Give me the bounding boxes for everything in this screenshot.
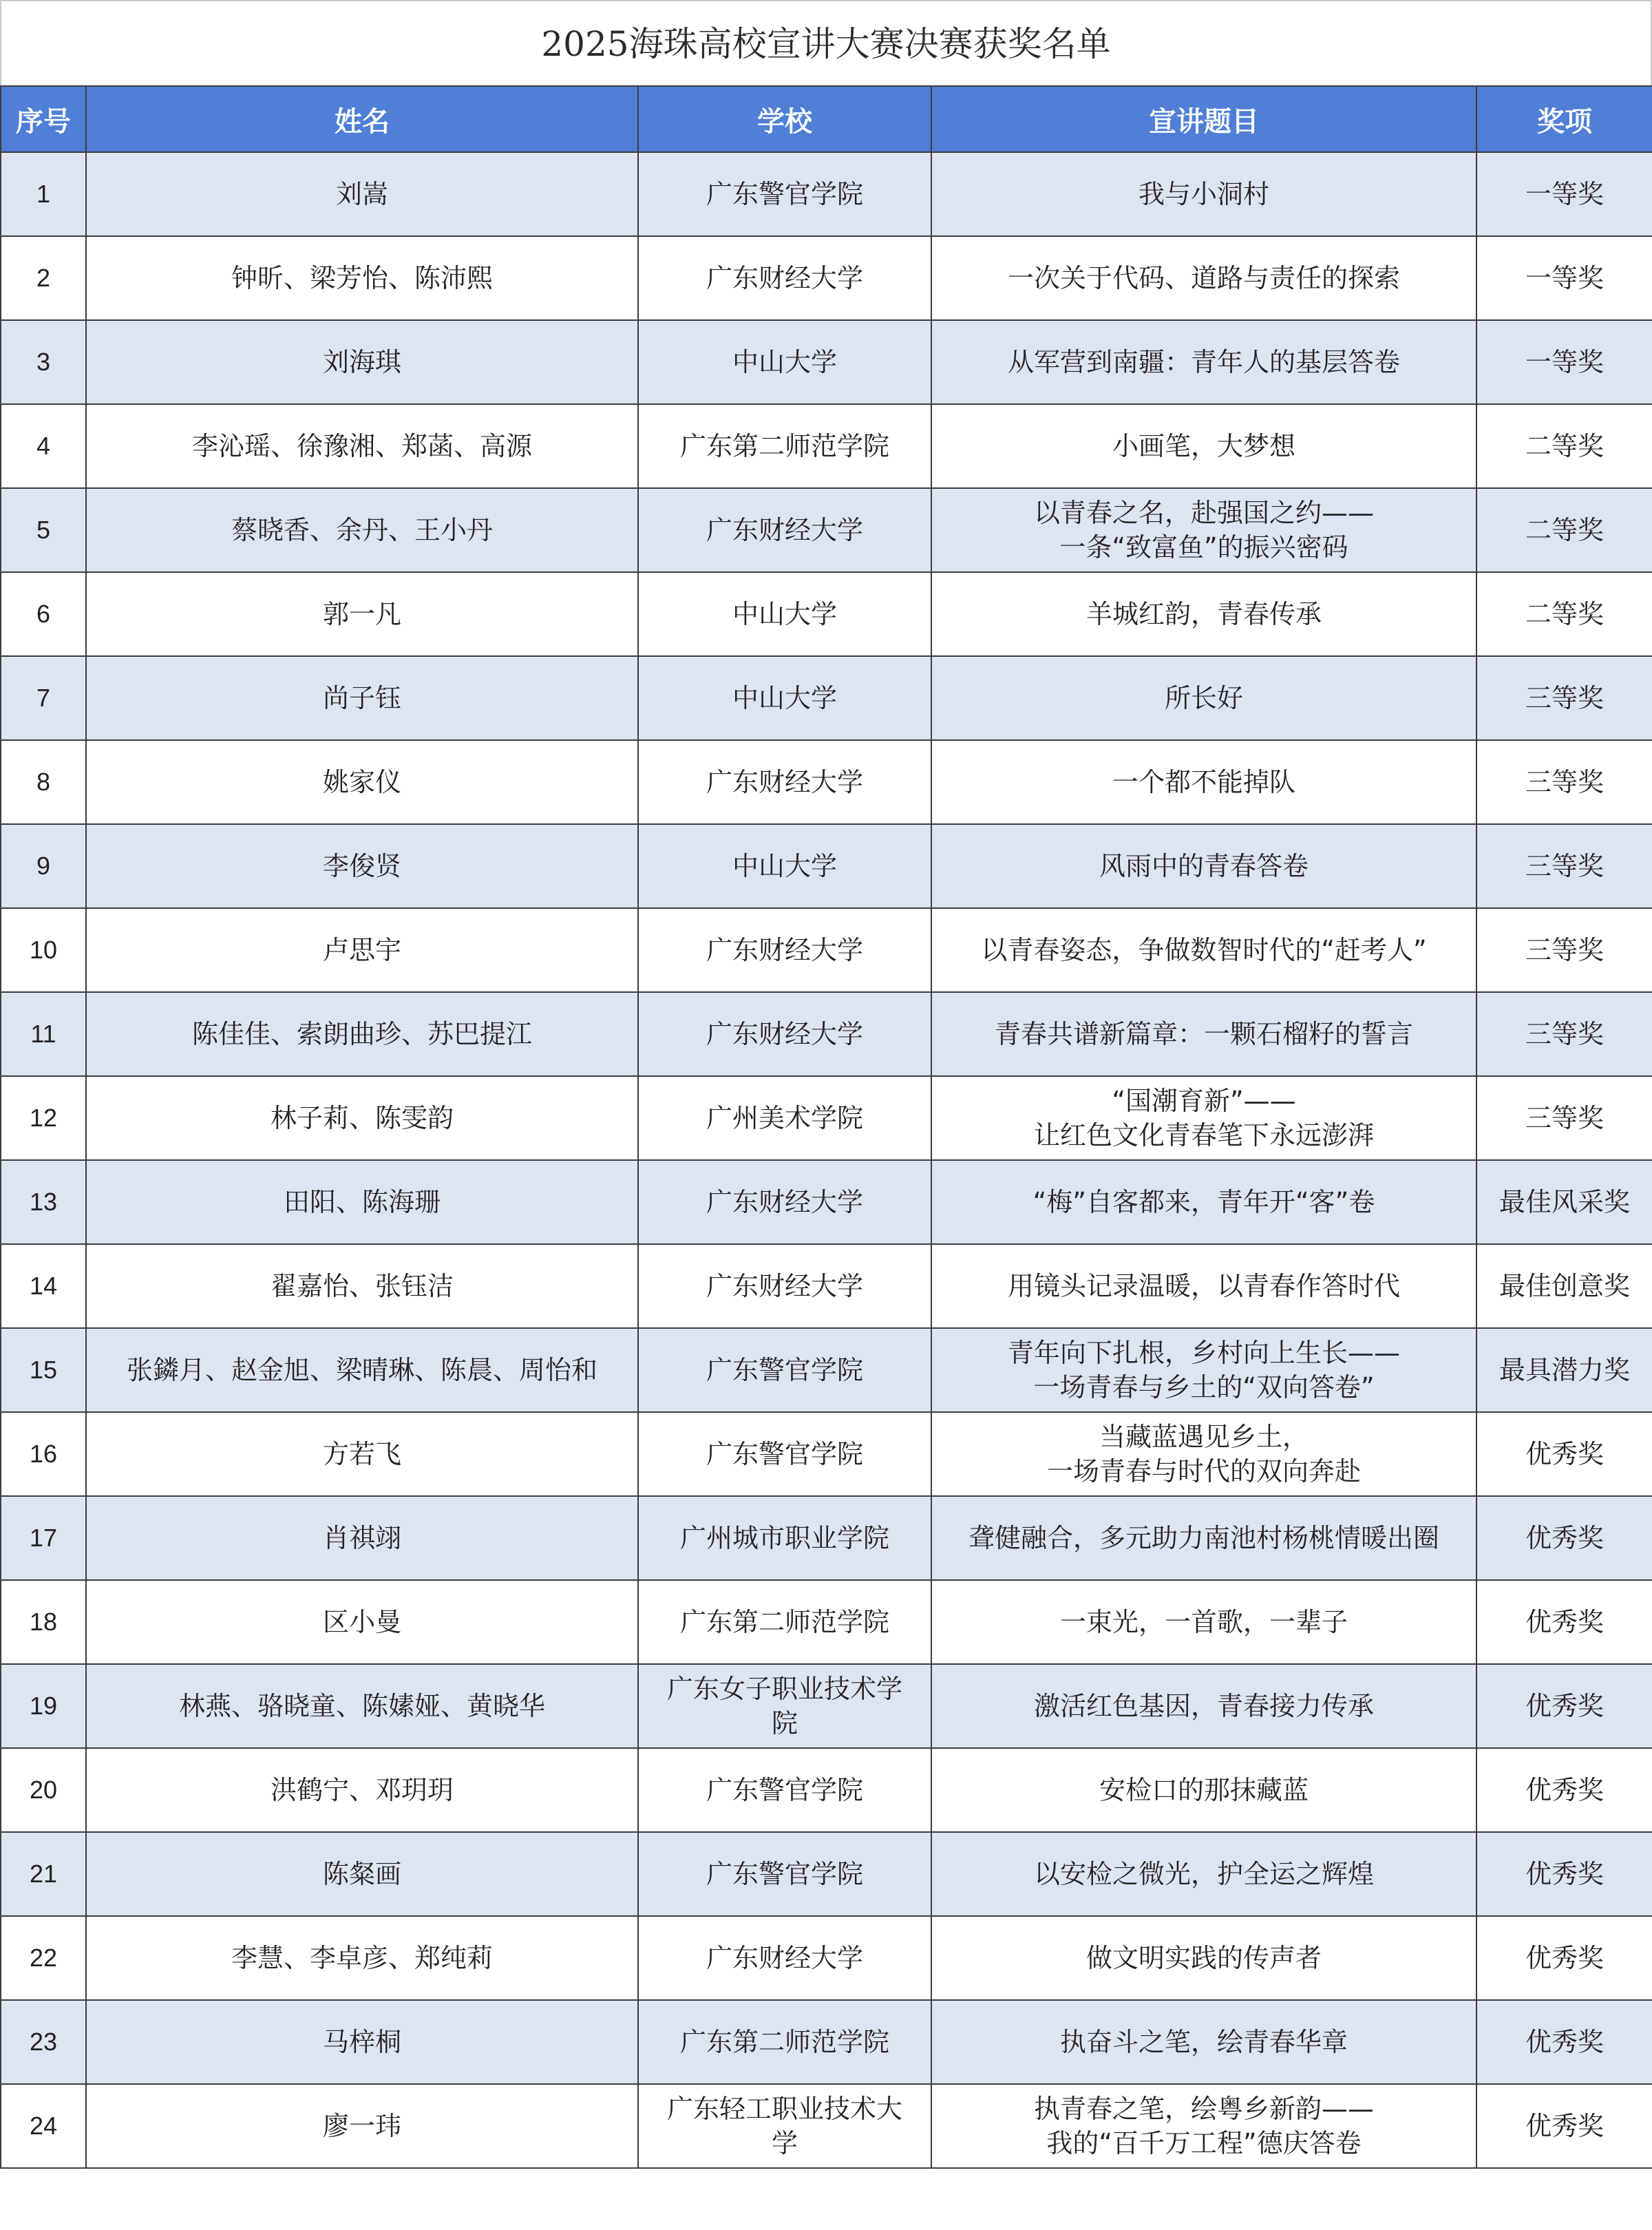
school-cell	[638, 1664, 931, 1748]
name-cell: 廖一玮	[86, 2084, 638, 2168]
table-row	[1, 1664, 1652, 1748]
name-cell: 方若飞	[86, 1412, 638, 1496]
school-cell-line: 广州美术学院	[706, 1103, 863, 1133]
award-cell: 一等奖	[1476, 236, 1652, 320]
seq-cell: 1	[1, 152, 86, 236]
column-header-name: 姓名	[86, 86, 638, 152]
topic-cell-line: 聋健融合，多元助力南池村杨桃情暖出圈	[968, 1523, 1439, 1553]
topic-cell-line: 当藏蓝遇见乡土，	[1099, 1422, 1309, 1452]
school-cell-line: 广东财经大学	[706, 1943, 863, 1973]
seq-cell: 23	[1, 2000, 86, 2084]
topic-cell-line: 羊城红韵，青春传承	[1086, 599, 1322, 629]
school-cell	[638, 1832, 931, 1916]
topic-cell-line: 一个都不能掉队	[1112, 767, 1295, 797]
topic-cell	[931, 2000, 1476, 2084]
table-row	[1, 824, 1652, 908]
school-cell-line: 广东女子职业技术学	[666, 1674, 902, 1704]
seq-cell: 8	[1, 740, 86, 824]
topic-cell	[931, 1076, 1476, 1160]
seq-cell: 20	[1, 1748, 86, 1832]
name-cell: 蔡晓香、余丹、王小丹	[86, 488, 638, 572]
topic-cell-line: 以青春之名，赴强国之约——	[1033, 498, 1374, 528]
school-cell-line: 中山大学	[732, 683, 837, 713]
table-row	[1, 1244, 1652, 1328]
school-cell	[638, 1412, 931, 1496]
award-cell: 一等奖	[1476, 320, 1652, 404]
name-cell: 肖祺翊	[86, 1496, 638, 1580]
school-cell	[638, 2000, 931, 2084]
name-cell: 刘海琪	[86, 320, 638, 404]
topic-cell-line: 我的“百千万工程”德庆答卷	[1046, 2128, 1362, 2158]
award-cell: 三等奖	[1476, 740, 1652, 824]
school-cell-line: 中山大学	[732, 347, 837, 377]
seq-cell: 11	[1, 992, 86, 1076]
topic-cell	[931, 908, 1476, 992]
seq-cell: 3	[1, 320, 86, 404]
name-cell: 翟嘉怡、张钰洁	[86, 1244, 638, 1328]
table-row	[1, 1832, 1652, 1916]
topic-cell	[931, 236, 1476, 320]
seq-cell: 17	[1, 1496, 86, 1580]
award-cell: 优秀奖	[1476, 1412, 1652, 1496]
table-body	[1, 152, 1652, 2168]
topic-cell-line: 以安检之微光，护全运之辉煌	[1033, 1859, 1374, 1889]
school-cell-line: 广东警官学院	[706, 1439, 863, 1469]
school-cell-line: 广东财经大学	[706, 515, 863, 545]
table-row	[1, 2000, 1652, 2084]
award-cell: 优秀奖	[1476, 1580, 1652, 1664]
topic-cell	[931, 1244, 1476, 1328]
table-row	[1, 488, 1652, 572]
school-cell	[638, 320, 931, 404]
school-cell-line: 中山大学	[732, 851, 837, 881]
award-cell: 优秀奖	[1476, 2084, 1652, 2168]
table-row	[1, 1748, 1652, 1832]
seq-cell: 6	[1, 572, 86, 656]
school-cell	[638, 236, 931, 320]
seq-cell: 14	[1, 1244, 86, 1328]
award-cell: 一等奖	[1476, 152, 1652, 236]
topic-cell-line: 一场青春与时代的双向奔赴	[1046, 1456, 1361, 1486]
topic-cell-line: 以青春姿态，争做数智时代的“赶考人”	[981, 935, 1427, 965]
name-cell: 姚家仪	[86, 740, 638, 824]
award-cell: 优秀奖	[1476, 1748, 1652, 1832]
school-cell	[638, 908, 931, 992]
name-cell: 区小曼	[86, 1580, 638, 1664]
name-cell: 马梓桐	[86, 2000, 638, 2084]
award-cell: 优秀奖	[1476, 1664, 1652, 1748]
topic-cell-line: 青年向下扎根，乡村向上生长——	[1007, 1338, 1400, 1368]
topic-cell-line: 一场青春与乡土的“双向答卷”	[1033, 1372, 1375, 1402]
award-cell: 三等奖	[1476, 1076, 1652, 1160]
seq-cell: 4	[1, 404, 86, 488]
topic-cell-line: 激活红色基因，青春接力传承	[1033, 1691, 1374, 1721]
page-title: 2025海珠高校宣讲大赛决赛获奖名单	[0, 0, 1652, 85]
column-header-seq: 序号	[1, 86, 86, 152]
school-cell	[638, 824, 931, 908]
name-cell: 李俊贤	[86, 824, 638, 908]
column-header-award: 奖项	[1476, 86, 1652, 152]
topic-cell-line: 一次关于代码、道路与责任的探索	[1007, 263, 1400, 293]
award-cell: 二等奖	[1476, 488, 1652, 572]
table-row	[1, 1328, 1652, 1412]
school-cell	[638, 152, 931, 236]
award-cell: 三等奖	[1476, 656, 1652, 740]
topic-cell-line: 小画笔，大梦想	[1112, 431, 1295, 461]
award-cell: 最佳风采奖	[1476, 1160, 1652, 1244]
name-cell: 李慧、李卓彦、郑纯莉	[86, 1916, 638, 2000]
table-row	[1, 320, 1652, 404]
name-cell: 钟昕、梁芳怡、陈沛熙	[86, 236, 638, 320]
award-cell: 三等奖	[1476, 824, 1652, 908]
school-cell-line: 广东财经大学	[706, 1271, 863, 1301]
table-row	[1, 1412, 1652, 1496]
award-cell: 三等奖	[1476, 992, 1652, 1076]
award-table	[0, 85, 1652, 2169]
topic-cell-line: 我与小洞村	[1138, 179, 1269, 209]
topic-cell	[931, 1160, 1476, 1244]
name-cell: 李沁瑶、徐豫湘、郑菡、高源	[86, 404, 638, 488]
column-header-school: 学校	[638, 86, 931, 152]
school-cell	[638, 1328, 931, 1412]
topic-cell	[931, 2084, 1476, 2168]
table-row	[1, 1496, 1652, 1580]
award-cell: 二等奖	[1476, 572, 1652, 656]
name-cell: 洪鹤宁、邓玥玥	[86, 1748, 638, 1832]
seq-cell: 19	[1, 1664, 86, 1748]
table-row	[1, 656, 1652, 740]
name-cell: 林子莉、陈雯韵	[86, 1076, 638, 1160]
award-cell: 三等奖	[1476, 908, 1652, 992]
school-cell	[638, 572, 931, 656]
seq-cell: 18	[1, 1580, 86, 1664]
name-cell: 刘嵩	[86, 152, 638, 236]
seq-cell: 5	[1, 488, 86, 572]
school-cell-line: 广东财经大学	[706, 1187, 863, 1217]
school-cell	[638, 740, 931, 824]
topic-cell-line: 让红色文化青春笔下永远澎湃	[1033, 1120, 1374, 1150]
table-row	[1, 1580, 1652, 1664]
school-cell-line: 广东第二师范学院	[679, 1607, 889, 1637]
topic-cell-line: 一束光，一首歌，一辈子	[1059, 1607, 1348, 1637]
school-cell	[638, 1244, 931, 1328]
name-cell: 张鏻月、赵金旭、梁晴琳、陈晨、周怡和	[86, 1328, 638, 1412]
topic-cell	[931, 992, 1476, 1076]
table-row	[1, 908, 1652, 992]
award-cell: 优秀奖	[1476, 1832, 1652, 1916]
school-cell	[638, 1748, 931, 1832]
school-cell-line: 广东财经大学	[706, 1019, 863, 1049]
topic-cell	[931, 1832, 1476, 1916]
topic-cell	[931, 488, 1476, 572]
award-cell: 最佳创意奖	[1476, 1244, 1652, 1328]
seq-cell: 2	[1, 236, 86, 320]
table-row	[1, 572, 1652, 656]
school-cell-line: 广州城市职业学院	[679, 1523, 889, 1553]
table-row	[1, 1916, 1652, 2000]
topic-cell-line: 用镜头记录温暖，以青春作答时代	[1007, 1271, 1400, 1301]
school-cell-line: 广东第二师范学院	[679, 431, 889, 461]
topic-cell	[931, 824, 1476, 908]
topic-cell	[931, 740, 1476, 824]
topic-cell	[931, 572, 1476, 656]
name-cell: 田阳、陈海珊	[86, 1160, 638, 1244]
award-cell: 优秀奖	[1476, 1496, 1652, 1580]
topic-cell-line: 从军营到南疆：青年人的基层答卷	[1007, 347, 1400, 377]
school-cell-line: 广东财经大学	[706, 263, 863, 293]
school-cell-line: 广东警官学院	[706, 1859, 863, 1889]
seq-cell: 10	[1, 908, 86, 992]
topic-cell	[931, 152, 1476, 236]
topic-cell	[931, 1496, 1476, 1580]
award-cell: 优秀奖	[1476, 1916, 1652, 2000]
school-cell-line: 学	[771, 2128, 798, 2158]
table-row	[1, 1160, 1652, 1244]
school-cell-line: 广东第二师范学院	[679, 2027, 889, 2057]
school-cell	[638, 1076, 931, 1160]
topic-cell	[931, 320, 1476, 404]
table-row	[1, 236, 1652, 320]
name-cell: 陈佳佳、索朗曲珍、苏巴提江	[86, 992, 638, 1076]
award-cell: 最具潜力奖	[1476, 1328, 1652, 1412]
seq-cell: 13	[1, 1160, 86, 1244]
topic-cell-line: 做文明实践的传声者	[1086, 1943, 1322, 1973]
topic-cell-line: 风雨中的青春答卷	[1099, 851, 1309, 881]
school-cell	[638, 1160, 931, 1244]
topic-cell	[931, 1664, 1476, 1748]
table-row	[1, 152, 1652, 236]
column-header-topic: 宣讲题目	[931, 86, 1476, 152]
seq-cell: 9	[1, 824, 86, 908]
table-row	[1, 1076, 1652, 1160]
school-cell	[638, 404, 931, 488]
topic-cell-line: 执青春之笔，绘粤乡新韵——	[1033, 2094, 1374, 2124]
seq-cell: 15	[1, 1328, 86, 1412]
topic-cell-line: 执奋斗之笔，绘青春华章	[1059, 2027, 1348, 2057]
seq-cell: 12	[1, 1076, 86, 1160]
name-cell: 林燕、骆晓童、陈嫊娅、黄晓华	[86, 1664, 638, 1748]
seq-cell: 7	[1, 656, 86, 740]
table-row	[1, 992, 1652, 1076]
school-cell	[638, 1496, 931, 1580]
topic-cell	[931, 1412, 1476, 1496]
school-cell-line: 广东警官学院	[706, 179, 863, 209]
table-row	[1, 404, 1652, 488]
school-cell-line: 广东财经大学	[706, 767, 863, 797]
name-cell: 郭一凡	[86, 572, 638, 656]
school-cell-line: 广东警官学院	[706, 1775, 863, 1805]
topic-cell	[931, 1748, 1476, 1832]
award-cell: 二等奖	[1476, 404, 1652, 488]
topic-cell-line: 青春共谱新篇章：一颗石榴籽的誓言	[994, 1019, 1413, 1049]
name-cell: 卢思宇	[86, 908, 638, 992]
topic-cell	[931, 404, 1476, 488]
seq-cell: 21	[1, 1832, 86, 1916]
name-cell: 尚子钰	[86, 656, 638, 740]
school-cell	[638, 656, 931, 740]
school-cell	[638, 1580, 931, 1664]
seq-cell: 16	[1, 1412, 86, 1496]
seq-cell: 24	[1, 2084, 86, 2168]
school-cell-line: 广东警官学院	[706, 1355, 863, 1385]
school-cell-line: 院	[771, 1708, 798, 1738]
name-cell: 陈粲画	[86, 1832, 638, 1916]
topic-cell	[931, 656, 1476, 740]
school-cell-line: 广东财经大学	[706, 935, 863, 965]
topic-cell-line: 所长好	[1164, 683, 1243, 713]
school-cell	[638, 488, 931, 572]
topic-cell-line: “梅”自客都来，青年开“客”卷	[1032, 1187, 1375, 1217]
school-cell	[638, 992, 931, 1076]
topic-cell	[931, 1328, 1476, 1412]
school-cell-line: 广东轻工职业技术大	[666, 2094, 902, 2124]
topic-cell-line: 安检口的那抹藏蓝	[1099, 1775, 1309, 1805]
table-row	[1, 2084, 1652, 2168]
seq-cell: 22	[1, 1916, 86, 2000]
table-row	[1, 740, 1652, 824]
table-header	[1, 86, 1652, 152]
topic-cell	[931, 1580, 1476, 1664]
award-cell: 优秀奖	[1476, 2000, 1652, 2084]
topic-cell-line: 一条“致富鱼”的振兴密码	[1059, 532, 1348, 562]
school-cell	[638, 2084, 931, 2168]
topic-cell	[931, 1916, 1476, 2000]
topic-cell-line: “国潮育新”——	[1112, 1086, 1296, 1116]
school-cell	[638, 1916, 931, 2000]
school-cell-line: 中山大学	[732, 599, 837, 629]
